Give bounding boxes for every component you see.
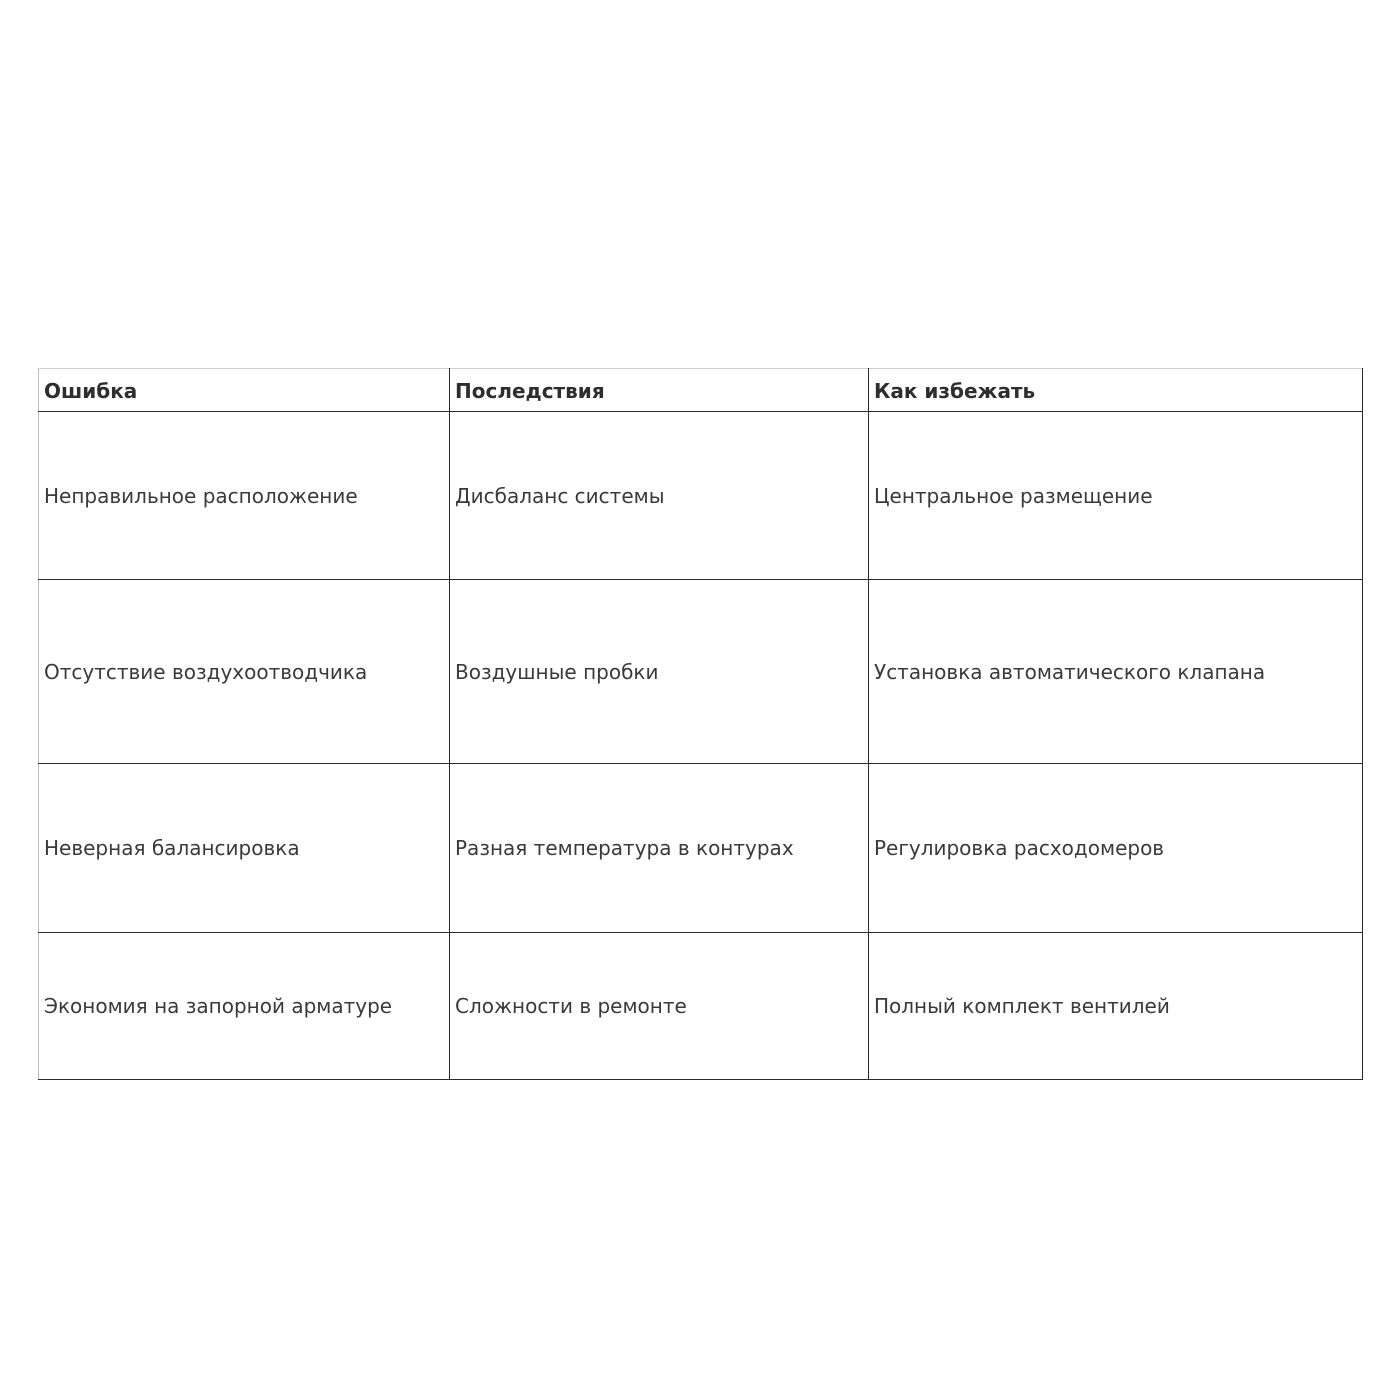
table-row [39, 933, 1363, 1080]
cell-solution: Установка автоматического клапана [869, 580, 1363, 764]
header-consequences: Последствия [450, 369, 869, 412]
cell-mistake: Неправильное расположение [39, 412, 450, 580]
cell-consequence: Дисбаланс системы [450, 412, 869, 580]
header-mistake: Ошибка [39, 369, 450, 412]
header-how-to-avoid: Как избежать [869, 369, 1363, 412]
cell-solution: Центральное размещение [869, 412, 1363, 580]
cell-mistake: Отсутствие воздухоотводчика [39, 580, 450, 764]
cell-consequence: Воздушные пробки [450, 580, 869, 764]
cell-solution: Регулировка расходомеров [869, 764, 1363, 933]
cell-mistake: Экономия на запорной арматуре [39, 933, 450, 1080]
table-row [39, 764, 1363, 933]
cell-mistake: Неверная балансировка [39, 764, 450, 933]
mistakes-table [38, 368, 1363, 1080]
cell-solution: Полный комплект вентилей [869, 933, 1363, 1080]
cell-consequence: Сложности в ремонте [450, 933, 869, 1080]
table-row [39, 412, 1363, 580]
table-row [39, 580, 1363, 764]
table-header-row [39, 369, 1363, 412]
cell-consequence: Разная температура в контурах [450, 764, 869, 933]
